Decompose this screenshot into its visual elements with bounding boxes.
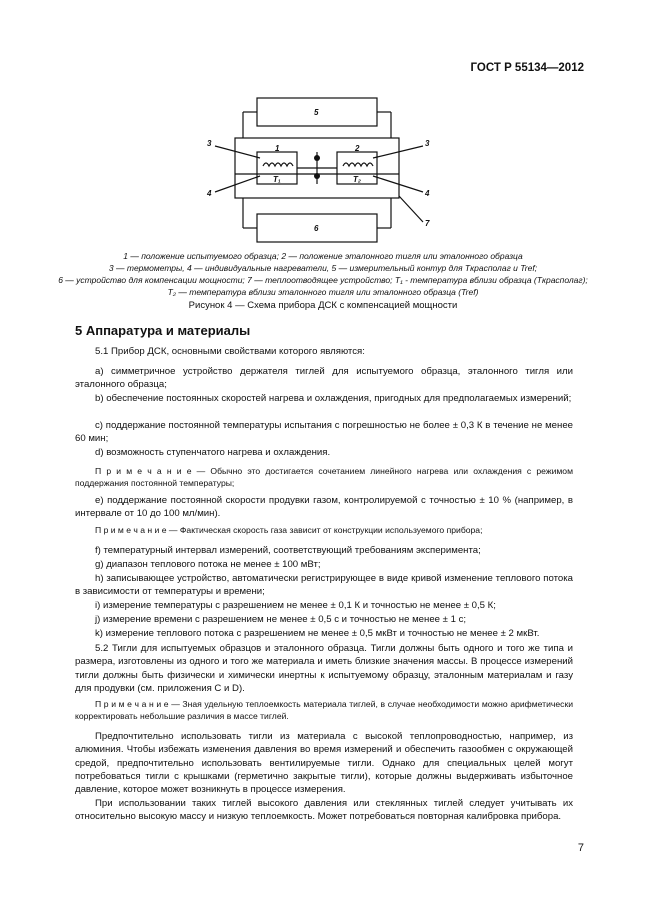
fig-label-t2: T₂ [353,175,361,184]
fig-label-7: 7 [425,219,430,228]
paragraph-5-1: 5.1 Прибор ДСК, основными свойствами которого являются: [95,346,365,357]
fig-label-4-right: 4 [425,189,430,198]
list-item-d: d) возможность ступенчатого нагрева и охлаждения. [95,447,331,458]
note-1 [75,465,573,489]
fig-label-3-right: 3 [425,139,430,148]
dsc-schematic-figure [205,96,435,256]
figure-caption-line: 6 — устройство для компенсации мощности; 7 — теплоотводящее устройство; T₁ - температура вблизи образца (Tкрасполаг); [58,275,588,285]
figure-caption-line: 3 — термометры, 4 — индивидуальные нагреватели, 5 — измерительный контур для Tкрасполаг и Tref; [108,263,538,273]
paragraph-preferred-crucibles: Предпочтительно использовать тигли из материала с высокой теплопроводностью, например, из алюминия. Чтобы избежать изменения давления во время измерений и обеспечить газообмен с окружающей средой, предпочтительно использовать вентилируемые тигли. Однако для специальных целей могут потребоваться тигли с крышками (герметично закрытые тигли), которые должны выдерживать избыточное давление, которое может возникнуть в процессе измерения. [75,731,573,796]
note-1-label: П р и м е ч а н и е [95,466,192,476]
list-item-h: h) записывающее устройство, автоматически регистрирующее в виде кривой изменение теплового потока в зависимости от температуры и времени; [75,573,573,598]
figure-caption-line: T₂ — температура вблизи эталонного тигля или эталонного образца (Tref) [167,287,479,297]
figure-caption-line: 1 — положение испытуемого образца; 2 — положение эталонного тигля или эталонного образца [123,251,523,261]
figure-title: Рисунок 4 — Схема прибора ДСК с компенсацией мощности [188,300,458,311]
paragraph-high-pressure-crucibles: При использовании таких тиглей высокого давления или стеклянных тиглей следует учитывать их относительно высокую массу и низкую теплоемкость. Может потребоваться повторная калибровка прибора. [75,798,573,823]
list-item-f: f) температурный интервал измерений, соответствующий требованиям эксперимента; [95,545,481,556]
fig-label-t1: T₁ [273,175,281,184]
list-item-k: k) измерение теплового потока с разрешением не менее ± 0,5 мкВт и точностью не менее ± 2 мкВт. [95,628,540,639]
page-number: 7 [577,842,584,854]
note-2-text: — Фактическая скорость газа зависит от конструкции используемого прибора; [166,525,483,535]
list-item-j: j) измерение времени с разрешением не менее ± 0,5 с и точностью не менее ± 1 с; [95,614,467,625]
note-3-label: П р и м е ч а н и е [95,699,169,709]
list-item-e: e) поддержание постоянной скорости продувки газом, контролируемой с точностью ± 10 % (например, в интервале от 10 до 100 мл/мин). [75,495,573,520]
fig-label-1: 1 [275,144,280,153]
note-1-text: — Обычно это достигается сочетанием линейного нагрева или охлаждения с режимом поддержания постоянной температуры; [75,466,573,488]
fig-label-3-left: 3 [207,139,212,148]
fig-label-2: 2 [355,144,360,153]
paragraph-5-2: 5.2 Тигли для испытуемых образцов и эталонного образца. Тигли должны быть одного и того же типа и размера, изготовлены из одного и того же материала и иметь близкие значения массы. В процессе измерений тигли должны быть физически и химически инертны к испытуемому образцу, эталонным материалам и газу для продувки (см. приложения C и D). [75,643,573,694]
fig-label-4-left: 4 [207,189,212,198]
list-item-b: b) обеспечение постоянных скоростей нагрева и охлаждения, пригодных для предполагаемых измерений; [95,393,572,404]
note-3-text: — Зная удельную теплоемкость материала тиглей, в случае необходимости можно арифметически корректировать небольшие различия в массе тиглей. [75,699,574,721]
list-item-a: a) симметричное устройство держателя тиглей для испытуемого образца, эталонного тигля или эталонного образца; [75,366,573,391]
document-header: ГОСТ Р 55134—2012 [470,62,584,74]
note-2-label: П р и м е ч а н и е [95,525,167,535]
list-item-c: c) поддержание постоянной температуры испытания с погрешностью не более ± 0,3 К в течение не менее 60 мин; [75,420,573,445]
list-item-i: i) измерение температуры с разрешением не менее ± 0,1 К и точностью не менее ± 0,5 К; [95,600,496,611]
list-item-g: g) диапазон теплового потока не менее ± 100 мВт; [95,559,321,570]
note-3 [75,698,573,722]
fig-label-6: 6 [314,224,319,233]
note-2 [75,524,573,536]
section-title: 5 Аппаратура и материалы [75,323,251,338]
fig-label-5: 5 [314,108,319,117]
